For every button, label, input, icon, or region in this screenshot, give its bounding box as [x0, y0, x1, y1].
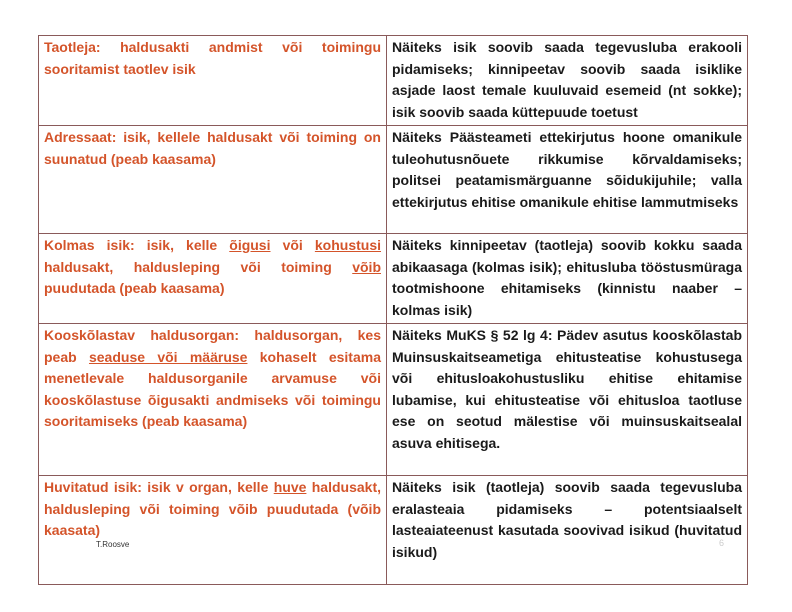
- term-text: haldusakt, haldusleping või toiming: [44, 258, 353, 275]
- term-cell: [39, 126, 387, 234]
- term-cell: [39, 324, 387, 476]
- page-number: 6: [719, 538, 725, 548]
- example-cell: Näiteks isik soovib saada tegevusluba erakooli pidamiseks; kinnipeetav soovib saada isiklike asjade laost temale kuuluvaid esemeid (nt sokke); isik soovib saada küttepuude toetust: [387, 36, 748, 126]
- term-text: Kooskõlastav haldusorgan: haldusorgan, kes peab: [44, 327, 381, 365]
- term-cell: [39, 476, 387, 585]
- term-text: haldusakt, haldusleping või toiming võib puudutada (võib kaasata): [44, 479, 381, 538]
- underlined-term: seaduse või määruse: [88, 348, 248, 365]
- footer-author: T.Roosve: [96, 540, 130, 549]
- table-row: [39, 234, 748, 324]
- table-row: [39, 324, 748, 476]
- underlined-term: huve: [273, 479, 307, 495]
- term-text: Kolmas isik: isik, kelle: [44, 237, 230, 253]
- underlined-term: õigusi: [229, 237, 271, 253]
- example-cell: Näiteks MuKS § 52 lg 4: Pädev asutus kooskõlastab Muinsuskaitseametiga ehitusteatise kohustusega või ehitusloakohustusliku ehitise ehitamise lubamise, kui ehitusteatise või ehitusloa taotluse ese on seotud mälestise või muinsuskaitsealal asuva ehitisega.: [387, 324, 748, 476]
- underlined-term: kohustusi: [314, 237, 381, 253]
- table-row: [39, 476, 748, 585]
- term-cell: [39, 36, 387, 126]
- underlined-term: võib: [352, 258, 381, 275]
- content-table: [38, 35, 748, 585]
- term-text: Adressaat: isik, kellele haldusakt või toiming on suunatud (peab kaasama): [44, 129, 381, 167]
- term-text: või: [270, 237, 315, 253]
- term-text: Taotleja: haldusakti andmist või toimingu sooritamist taotlev isik: [44, 39, 381, 77]
- term-cell: [39, 234, 387, 324]
- table-row: [39, 126, 748, 234]
- example-cell: Näiteks isik (taotleja) soovib saada tegevusluba eralasteaia pidamiseks – potentsiaalselt lasteaiateenust kasutada soovivad isikud (huvitatud isikud): [387, 476, 748, 585]
- term-text: kohaselt esitama menetlevale haldusorganile arvamuse või kooskõlastuse õigusakti andmiseks või toimingu sooritamiseks (peab kaasama): [44, 348, 381, 429]
- example-cell: Näiteks kinnipeetav (taotleja) soovib kokku saada abikaasaga (kolmas isik); ehitusluba tööstusmüraga tootmishoone ehitamiseks (kinnistu naaber – kolmas isik): [387, 234, 748, 324]
- table-row: [39, 36, 748, 126]
- term-text: puudutada (peab kaasama): [44, 280, 225, 296]
- term-text: Huvitatud isik: isik v organ, kelle: [44, 479, 274, 495]
- example-cell: Näiteks Päästeameti ettekirjutus hoone omanikule tuleohutusnõuete rikkumise kõrvaldamiseks; politsei peatamismärguanne sõidukijuhile; valla ettekirjutus ehitise omanikule ehitise lammutmiseks: [387, 126, 748, 234]
